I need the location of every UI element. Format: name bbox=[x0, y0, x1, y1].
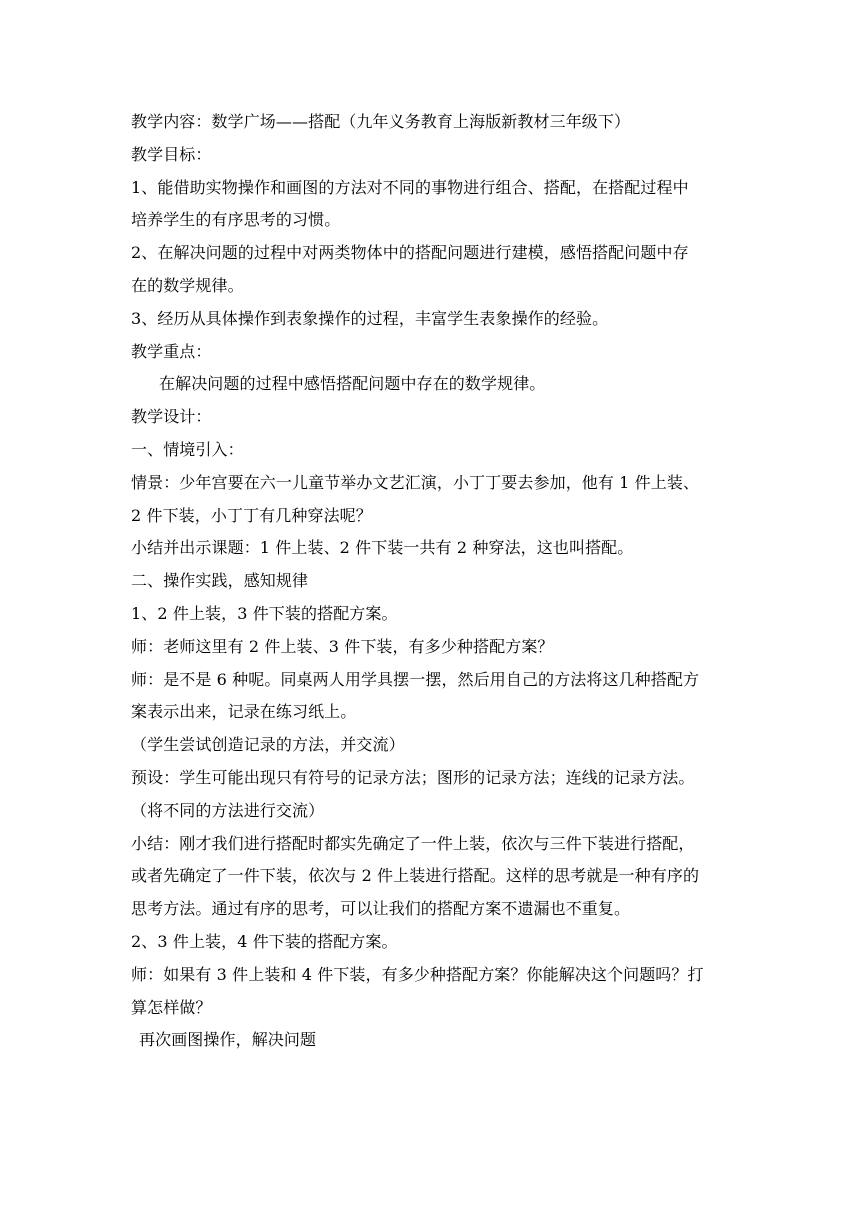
teacher-question-2-line-1: 师：如果有 3 件上装和 4 件下装，有多少种搭配方案？你能解决这个问题吗？打 bbox=[131, 964, 704, 984]
scenario-line-2: 2 件下装，小丁丁有几种穿法呢？ bbox=[131, 505, 372, 525]
scenario-line-1: 情景：少年宫要在六一儿童节举办文艺汇演，小丁丁要去参加，他有 1 件上装、 bbox=[131, 472, 700, 492]
drawing-activity-line: 再次画图操作，解决问题 bbox=[139, 1030, 317, 1050]
document-body bbox=[131, 106, 731, 1057]
teacher-question-1: 师：老师这里有 2 件上装、3 件下装，有多少种搭配方案？ bbox=[131, 636, 554, 656]
teacher-question-2-line-2: 算怎样做？ bbox=[131, 997, 212, 1017]
section-1-heading: 一、情境引入： bbox=[131, 439, 244, 459]
section-2-heading: 二、操作实践，感知规律 bbox=[131, 571, 309, 591]
summary-line-1: 小结：刚才我们进行搭配时都实先确定了一件上装，依次与三件下装进行搭配， bbox=[131, 833, 695, 853]
teacher-instruction-line-1: 师：是不是 6 种呢。同桌两人用学具摆一摆，然后用自己的方法将这几种搭配方 bbox=[131, 669, 700, 689]
preset-line: 预设：学生可能出现只有符号的记录方法；图形的记录方法；连线的记录方法。 bbox=[131, 767, 695, 787]
teacher-instruction-line-2: 案表示出来，记录在练习纸上。 bbox=[131, 702, 357, 722]
teaching-focus-text: 在解决问题的过程中感悟搭配问题中存在的数学规律。 bbox=[159, 374, 546, 394]
teaching-content-line: 教学内容：数学广场——搭配（九年义务教育上海版新教材三年级下） bbox=[131, 112, 631, 131]
student-activity-note: （学生尝试创造记录的方法，并交流） bbox=[131, 735, 405, 755]
task-1-heading: 1、2 件上装，3 件下装的搭配方案。 bbox=[131, 603, 398, 623]
goal-2-line-1: 2、在解决问题的过程中对两类物体中的搭配问题进行建模，感悟搭配问题中存 bbox=[131, 243, 689, 263]
summary-topic-line: 小结并出示课题：1 件上装、2 件下装一共有 2 种穿法，这也叫搭配。 bbox=[131, 538, 634, 558]
task-2-heading: 2、3 件上装，4 件下装的搭配方案。 bbox=[131, 931, 398, 951]
teaching-design-heading: 教学设计： bbox=[131, 407, 212, 427]
teaching-goals-heading: 教学目标： bbox=[131, 144, 212, 164]
goal-1-line-2: 培养学生的有序思考的习惯。 bbox=[131, 210, 341, 230]
goal-1-line-1: 1、能借助实物操作和画图的方法对不同的事物进行组合、搭配，在搭配过程中 bbox=[131, 177, 689, 197]
teaching-focus-heading: 教学重点： bbox=[131, 341, 212, 361]
summary-line-3: 思考方法。通过有序的思考，可以让我们的搭配方案不遗漏也不重复。 bbox=[131, 899, 631, 919]
goal-3-line: 3、经历从具体操作到表象操作的过程，丰富学生表象操作的经验。 bbox=[131, 308, 609, 328]
summary-line-2: 或者先确定了一件下装，依次与 2 件上装进行搭配。这样的思考就是一种有序的 bbox=[131, 866, 700, 886]
exchange-note: （将不同的方法进行交流） bbox=[131, 800, 325, 820]
goal-2-line-2: 在的数学规律。 bbox=[131, 275, 244, 295]
